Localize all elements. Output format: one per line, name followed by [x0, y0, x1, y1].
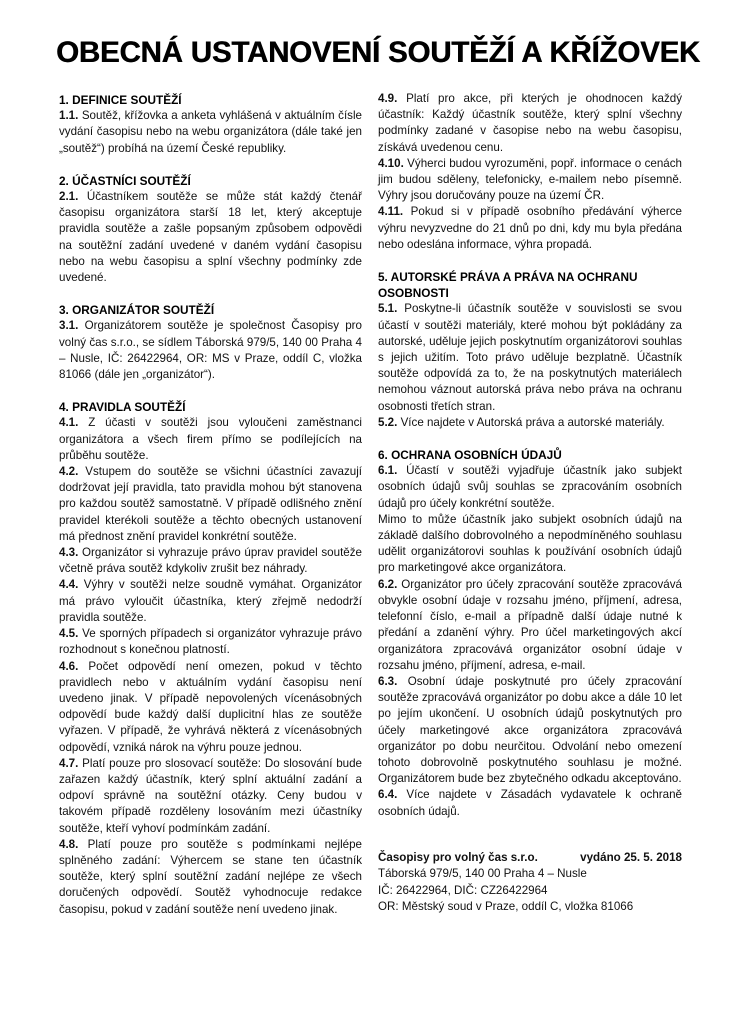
clause-text: Poskytne-li účastník soutěže v souvislosti se svou účastí v soutěži materiály, které mohou být pokládány za autorské, uděluje jejich poskytnutím organizátorovi souhlas s jejich užitím. Toto právo uděluje bezplatně. Účastník soutěže odpovídá za to, že na poskytnutých materiálech nemohou váznout autorská práva nebo práva na ochranu osobnosti třetích stran.	[378, 302, 682, 413]
clause-number: 2.1.	[59, 190, 79, 204]
clause	[59, 659, 362, 756]
section-organizator	[59, 302, 362, 383]
section-pravidla-continued	[378, 91, 682, 253]
section-heading: 1. DEFINICE SOUTĚŽÍ	[59, 93, 182, 107]
publisher-footer	[378, 850, 682, 916]
publisher-name: Časopisy pro volný čas s.r.o.	[378, 850, 538, 864]
clause-number: 4.10.	[378, 156, 404, 170]
clause-number: 6.3.	[378, 674, 398, 688]
clause-number: 4.8.	[59, 837, 79, 851]
left-column	[59, 92, 362, 918]
clause	[59, 189, 362, 286]
clause	[378, 204, 682, 253]
issue-date: vydáno 25. 5. 2018	[580, 850, 682, 864]
clause-text: Organizátorem soutěže je společnost Časopisy pro volný čas s.r.o., se sídlem Táborská 979/5, 140 00 Praha 4 – Nusle, IČ: 26422964, OR: MS v Praze, oddíl C, vložka 81066 (dále jen „organizátor“).	[59, 319, 362, 382]
section-definice	[59, 92, 362, 157]
clause-number: 4.1.	[59, 416, 79, 430]
clause-number: 4.6.	[59, 659, 79, 673]
clause-text: Z účasti v soutěži jsou vyloučeni zaměstnanci organizátora a všech firem přímo se podílejících na průběhu soutěže.	[59, 416, 362, 462]
clause-number: 4.4.	[59, 578, 79, 592]
clause	[59, 318, 362, 383]
clause-text: Mimo to může účastník jako subjekt osobních údajů na základě dalšího dobrovolného a nepodmíněného souhlasu udělit organizátorovi souhlas k používání osobních údajů pro marketingové akce organizátora.	[378, 512, 682, 575]
section-autorska-prava	[378, 269, 682, 431]
clause	[59, 577, 362, 626]
clause-number: 4.11.	[378, 205, 404, 219]
clause-number: 4.2.	[59, 465, 79, 479]
clause-text: Vstupem do soutěže se všichni účastníci zavazují dodržovat její pravidla, tato pravidla mohou být stanovena pro každou soutěž samostatně. V případě odlišného znění pravidel kterékoli soutěže a těchto obecných ustanovení má přednost znění pravidel konkrétní soutěže.	[59, 465, 362, 543]
clause	[378, 415, 682, 431]
publisher-register: OR: Městský soud v Praze, oddíl C, vložka 81066	[378, 899, 634, 913]
section-heading: 6. OCHRANA OSOBNÍCH ÚDAJŮ	[378, 448, 562, 463]
clause	[378, 787, 682, 819]
clause	[59, 756, 362, 837]
clause	[59, 108, 362, 157]
clause-text: Více najdete v Zásadách vydavatele k ochraně osobních údajů.	[378, 788, 682, 818]
clause-number: 5.2.	[378, 415, 398, 429]
clause-text: Účastí v soutěži vyjadřuje účastník jako subjekt osobních údajů svůj souhlas se zpracováním osobních údajů pro účely konkrétní soutěže.	[378, 464, 682, 510]
clause-text: Počet odpovědí není omezen, pokud v těchto pravidlech nebo v aktuálním vydání časopisu není uvedeno jinak. V případě nepovolených vícenásobných odpovědí bude každý další duplicitní hlas ze soutěže vyřazen. V případě, že vyhrává některá z vícenásobných odpovědí, vzniká nárok na výhru pouze jednou.	[59, 659, 362, 754]
clause-text: Platí pro akce, při kterých je ohodnocen každý účastník: Každý účastník soutěže, který splní všechny podmínky zadané v časopise nebo na webu časopisu, získává uvedenou cenu.	[378, 92, 682, 154]
section-osobni-udaje	[378, 447, 682, 820]
publisher-ids: IČ: 26422964, DIČ: CZ26422964	[378, 883, 548, 897]
clause-text: Účastníkem soutěže se může stát každý čtenář časopisu organizátora starší 18 let, který akceptuje pravidla soutěže a zašle popsaným způsobem odpovědi na soutěžní zadání uvedené v daném vydání časopisu nebo na webu časopisu a splní všechny podmínky zde uvedené.	[59, 190, 362, 285]
clause-text: Výhry v soutěži nelze soudně vymáhat. Organizátor má právo vyloučit účastníka, který zřejmě nedodrží pravidla soutěže.	[59, 578, 362, 624]
section-heading: 5. AUTORSKÉ PRÁVA A PRÁVA NA OCHRANU OSOBNOSTI	[378, 270, 638, 301]
clause-text: Organizátor pro účely zpracování soutěže zpracovává obvykle osobní údaje v rozsahu jméno, příjmení, adresa, telefonní číslo, e-mail a případně další údaje nutné k předání a zdanění výhry. Pro účel marketingových akcí organizátora zpracovává organizátor osobní údaje v rozsahu jméno, příjmení, adresa, e-mail.	[378, 577, 682, 672]
clause-number: 4.5.	[59, 627, 79, 641]
section-heading: 4. PRAVIDLA SOUTĚŽÍ	[59, 400, 186, 415]
clause	[378, 91, 682, 156]
clause	[59, 626, 362, 658]
clause-number: 4.9.	[378, 92, 398, 105]
clause-number: 4.3.	[59, 546, 79, 560]
clause	[378, 301, 682, 414]
clause	[378, 674, 682, 787]
clause-number: 6.4.	[378, 788, 398, 802]
clause-number: 4.7.	[59, 756, 79, 770]
page-title: OBECNÁ USTANOVENÍ SOUTĚŽÍ A KŘÍŽOVEK	[56, 36, 701, 69]
clause	[59, 545, 362, 577]
clause-number: 3.1.	[59, 319, 79, 333]
clause-text: Výherci budou vyrozuměni, popř. informace o cenách jim budou sděleny, telefonicky, e-mailem nebo písemně. Výhry jsou doručovány pouze na území ČR.	[378, 156, 682, 203]
section-ucastnici	[59, 173, 362, 286]
clause-number: 5.1.	[378, 302, 398, 316]
clause	[59, 464, 362, 545]
clause-text: Platí pouze pro soutěže s podmínkami nejlépe splněného zadání: Výhercem se stane ten účastník soutěže, který splní soutěžní zadání nejlépe ze všech doručených odpovědí. Soutěž vyhodnocuje redakce časopisu, pokud v zadání soutěže není uvedeno jinak.	[59, 837, 362, 916]
clause	[378, 463, 682, 512]
clause-text: Platí pouze pro slosovací soutěže: Do slosování bude zařazen každý účastník, který splní aktuální zadání a odpoví správně na soutěžní otázky. Ceny budou v takovém případě rozděleny losováním mezi účastníky soutěže, kteří vyhoví podmínkám zadání.	[59, 756, 362, 835]
clause	[378, 512, 682, 577]
section-heading: 3. ORGANIZÁTOR SOUTĚŽÍ	[59, 303, 215, 318]
footer-top-row	[378, 850, 682, 866]
publisher-address: Táborská 979/5, 140 00 Praha 4 – Nusle	[378, 867, 587, 881]
section-pravidla	[59, 399, 362, 918]
clause-text: Více najdete v Autorská práva a autorské materiály.	[397, 415, 665, 429]
clause-text: Osobní údaje poskytnuté pro účely zpracování soutěže zpracovává organizátor po dobu akce a dále 10 let po jejím ukončení. U osobních údajů poskytnutých pro účely marketingové akce organizátora zpracovává organizátor po dobu neurčitou. Odvolání nebo omezení tohoto dobrovolně poskytnutého souhlasu je možné. Organizátorem bude bez zbytečného odkadu akceptováno.	[378, 674, 682, 786]
clause-number: 6.2.	[378, 577, 398, 591]
clause	[378, 156, 682, 205]
clause	[59, 837, 362, 918]
clause	[59, 415, 362, 464]
clause-number: 1.1.	[59, 109, 79, 123]
clause	[378, 577, 682, 674]
section-heading: 2. ÚČASTNÍCI SOUTĚŽÍ	[59, 173, 191, 188]
right-column	[378, 91, 682, 915]
clause-text: Pokud si v případě osobního předávání výherce výhru nevyzvedne do 21 dnů po dni, kdy mu byla předána nebo odeslána informace, výhra propadá.	[378, 205, 682, 251]
clause-text: Soutěž, křížovka a anketa vyhlášená v aktuálním čísle vydání časopisu nebo na webu organizátora (dále také jen „soutěž“) probíhá na území České republiky.	[59, 109, 362, 155]
clause-number: 6.1.	[378, 464, 398, 478]
clause-text: Organizátor si vyhrazuje právo úprav pravidel soutěže včetně práva soutěž kdykoliv zrušit bez náhrady.	[59, 546, 362, 576]
clause-text: Ve sporných případech si organizátor vyhrazuje právo rozhodnout s konečnou platností.	[59, 627, 362, 657]
